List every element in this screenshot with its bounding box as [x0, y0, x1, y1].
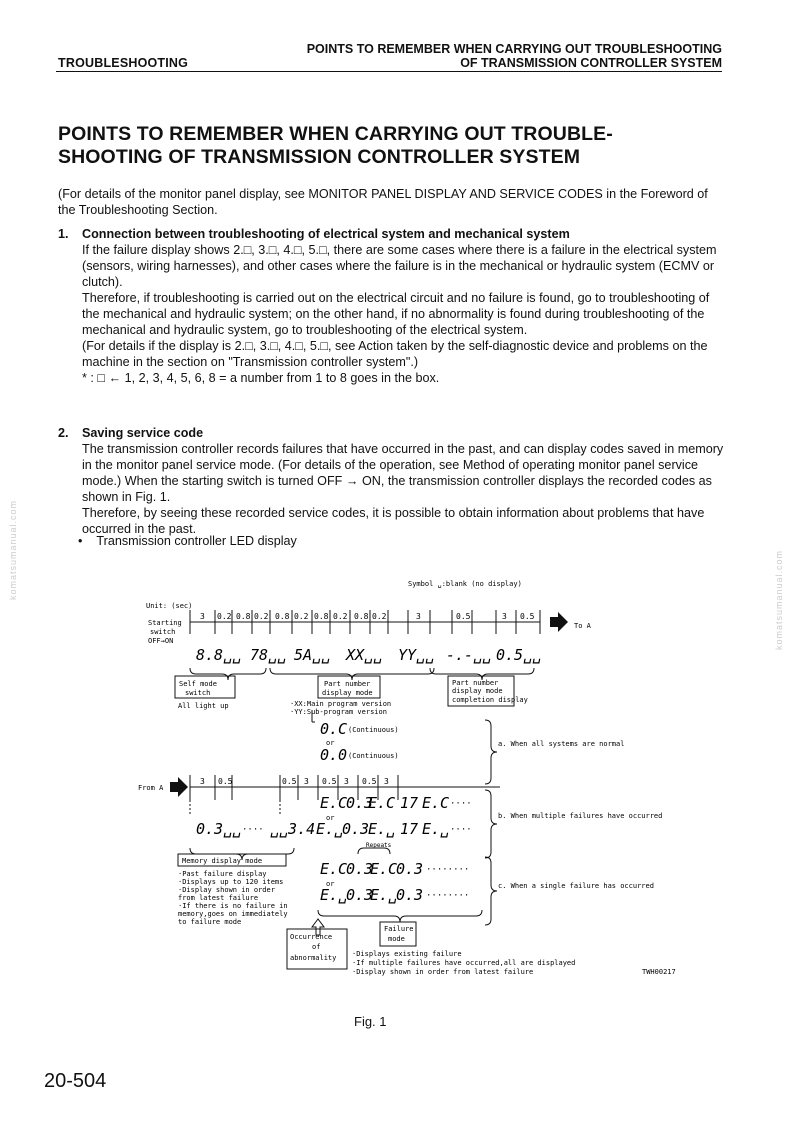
unit-label: Unit: (sec)	[146, 602, 193, 610]
svg-text:·Displays existing failure: ·Displays existing failure	[352, 950, 462, 958]
svg-text:0.5: 0.5	[456, 612, 471, 621]
running-header-left: TROUBLESHOOTING	[58, 56, 189, 70]
svg-text:0.3: 0.3	[396, 886, 424, 904]
complete-1: Part number	[452, 679, 499, 687]
display-yy: YY␣␣	[398, 646, 435, 664]
svg-text:·Display shown in order from l: ·Display shown in order from latest failure	[352, 968, 534, 976]
svg-text:17: 17	[400, 794, 419, 812]
svg-text:0.5: 0.5	[218, 777, 233, 786]
svg-text:·If there is no failure in: ·If there is no failure in	[178, 902, 288, 910]
page-number: 20-504	[44, 1070, 107, 1092]
arrow-from-a-icon	[170, 777, 188, 797]
arrow-to-a-icon	[550, 612, 568, 632]
svg-text:····: ····	[450, 825, 472, 835]
svg-text:3: 3	[304, 777, 309, 786]
running-header-right	[307, 42, 722, 70]
display-row-top	[196, 646, 541, 664]
note-b: b. When multiple failures have occurred	[498, 812, 663, 820]
note-a: a. When all systems are normal	[498, 740, 625, 748]
or-1: or	[326, 739, 335, 747]
svg-text:3: 3	[200, 777, 205, 786]
svg-text:0.8: 0.8	[314, 612, 329, 621]
section-1-p2: Therefore, if troubleshooting is carried out on the electrical circuit and no failure is found, go to troubleshooting of the mechanical and hydraulic system; on the other hand, if no abnormality is found during troubleshooting of the mechanical and hydraulic system, go to troubleshooting of the electrical system.	[82, 291, 710, 337]
starting-switch-3: OFF→ON	[148, 637, 174, 645]
svg-text:0.3␣␣: 0.3␣␣	[196, 820, 242, 838]
svg-text:to failure mode: to failure mode	[178, 918, 242, 926]
svg-text:········: ········	[426, 865, 470, 875]
brace-self-mode	[190, 668, 266, 680]
svg-text:E.C: E.C	[368, 794, 396, 812]
section-1-p4: * : □ ← 1, 2, 3, 4, 5, 6, 8 = a number from 1 to 8 goes in the box.	[82, 371, 440, 385]
self-mode-2: switch	[185, 689, 211, 697]
running-header-right-line2: OF TRANSMISSION CONTROLLER SYSTEM	[460, 56, 722, 70]
brace-c	[485, 857, 497, 925]
from-a-label: From A	[138, 784, 164, 792]
watermark-right: komatsumanual.com	[774, 550, 784, 651]
svg-text:·Past failure display: ·Past failure display	[178, 870, 267, 878]
title-line1: POINTS TO REMEMBER WHEN CARRYING OUT TROUBLE-	[58, 123, 613, 145]
intro-paragraph: (For details of the monitor panel display, see MONITOR PANEL DISPLAY AND SERVICE CODES in the Foreword of the Troubleshooting Section.	[58, 187, 708, 217]
complete-3: completion display	[452, 696, 528, 704]
svg-text:E.C: E.C	[320, 794, 348, 812]
svg-text:0.5: 0.5	[322, 777, 337, 786]
svg-text:3: 3	[344, 777, 349, 786]
led-display-figure	[130, 572, 770, 992]
self-mode-1: Self mode	[179, 680, 217, 688]
occurrence-3: abnormality	[290, 954, 337, 962]
svg-text:········: ········	[426, 891, 470, 901]
svg-text:0.8: 0.8	[236, 612, 251, 621]
display-dash: -.-␣␣	[446, 646, 492, 664]
complete-2: display mode	[452, 687, 503, 695]
svg-text:from latest failure: from latest failure	[178, 894, 259, 902]
memory-notes	[178, 870, 288, 926]
svg-text:0.8: 0.8	[354, 612, 369, 621]
svg-text:····: ····	[242, 825, 264, 835]
bullet-text: Transmission controller LED display	[96, 534, 297, 548]
svg-text:E.C: E.C	[370, 860, 398, 878]
svg-text:0.3: 0.3	[346, 886, 374, 904]
svg-text:0.2: 0.2	[217, 612, 232, 621]
starting-switch-1: Starting	[148, 619, 182, 627]
svg-text:E.␣: E.␣	[320, 886, 348, 904]
or-2: or	[326, 814, 335, 822]
brace-part-number	[270, 668, 434, 680]
svg-text:0.5: 0.5	[362, 777, 377, 786]
continuous-2: (Continuous)	[348, 752, 399, 760]
svg-text:0.3: 0.3	[346, 794, 374, 812]
section-2-heading: Saving service code	[82, 426, 204, 440]
section-1-p1: If the failure display shows 2.□, 3.□, 4.□, 5.□, there are some cases where there is a failure in the electrical system (sensors, wiring harnesses), and other cases where the failure is in the mechanical or hydraulic system (ECMV or clutch).	[82, 243, 717, 289]
svg-text:0.5: 0.5	[520, 612, 535, 621]
svg-text:0.5: 0.5	[282, 777, 297, 786]
to-a-label: To A	[574, 622, 591, 630]
failure-mode-1: Failure	[384, 925, 414, 933]
continuous-1: (Continuous)	[348, 726, 399, 734]
symbol-note: Symbol ␣:blank (no display)	[408, 580, 522, 588]
normal-code-0c: 0.C	[320, 720, 348, 738]
display-xx: XX␣␣	[346, 646, 383, 664]
svg-text:0.8: 0.8	[275, 612, 290, 621]
part-number-2: display mode	[322, 689, 373, 697]
svg-text:0.3: 0.3	[342, 820, 370, 838]
section-1-p3: (For details if the display is 2.□, 3.□, 4.□, 5.□, see Action taken by the self-diagnostic device and problems on the machine in the section on "Transmission controller system".)	[82, 339, 708, 369]
bullet-dot: •	[78, 534, 83, 548]
svg-text:·If multiple failures have occ: ·If multiple failures have occurred,all are displayed	[352, 959, 576, 967]
all-light-up: All light up	[178, 702, 229, 710]
svg-text:E.C: E.C	[320, 860, 348, 878]
section-2-p1: The transmission controller records failures that have occurred in the past, and can display codes saved in memory in the monitor panel service mode. (For details of the operation, see Method of operating monitor panel service mode.) When the starting switch is turned OFF → ON, the transmission controller displays the recorded codes as shown in Fig. 1.	[82, 442, 724, 504]
svg-text:E.␣: E.␣	[370, 886, 398, 904]
svg-text:0.2: 0.2	[294, 612, 309, 621]
section-2-number: 2.	[58, 426, 69, 440]
starting-switch-2: switch	[150, 628, 176, 636]
svg-text:3: 3	[502, 612, 507, 621]
note-c: c. When a single failure has occurred	[498, 882, 654, 890]
watermark-left: komatsumanual.com	[8, 500, 18, 601]
svg-text:0.2: 0.2	[372, 612, 387, 621]
normal-code-00: 0.0	[320, 746, 348, 764]
svg-text:␣␣3.4: ␣␣3.4	[270, 820, 316, 838]
occurrence-2: of	[312, 943, 321, 951]
running-header-right-line1: POINTS TO REMEMBER WHEN CARRYING OUT TROUBLESHOOTING	[306, 42, 722, 56]
title-line2: SHOOTING OF TRANSMISSION CONTROLLER SYSTEM	[58, 146, 581, 168]
page-title	[58, 123, 738, 169]
section-1-heading: Connection between troubleshooting of electrical system and mechanical system	[82, 227, 570, 241]
timings-top	[200, 612, 535, 621]
display-88: 8.8␣␣	[196, 646, 242, 664]
svg-text:0.3: 0.3	[346, 860, 374, 878]
display-05: 0.5␣␣	[496, 646, 542, 664]
svg-text:3: 3	[200, 612, 205, 621]
header-rule	[56, 71, 722, 72]
svg-text:3: 3	[416, 612, 421, 621]
svg-text:memory,goes on immediately: memory,goes on immediately	[178, 910, 288, 918]
svg-text:·Displays up to 120 items: ·Displays up to 120 items	[178, 878, 284, 886]
svg-text:0.2: 0.2	[254, 612, 269, 621]
section-2-body	[82, 441, 726, 537]
brace-a	[485, 720, 497, 784]
figure-code: TWH00217	[642, 968, 676, 976]
brace-failure	[318, 910, 482, 922]
svg-text:E.␣: E.␣	[316, 820, 344, 838]
svg-text:E.␣: E.␣	[368, 820, 396, 838]
svg-text:0.2: 0.2	[333, 612, 348, 621]
timings-bottom	[200, 777, 389, 786]
part-number-1: Part number	[324, 680, 371, 688]
occurrence-1: Occurrence	[290, 933, 333, 941]
svg-text:E.␣: E.␣	[422, 820, 450, 838]
version-note-2: ·YY:Sub-program version	[290, 708, 387, 716]
svg-text:····: ····	[450, 799, 472, 809]
figure-caption: Fig. 1	[354, 1014, 387, 1029]
memory-mode-label: Memory display mode	[182, 857, 263, 865]
svg-text:3: 3	[384, 777, 389, 786]
bullet-led-display	[78, 534, 297, 548]
display-5a: 5A␣␣	[294, 646, 331, 664]
or-3: or	[326, 880, 335, 888]
section-1-number: 1.	[58, 227, 69, 241]
section-2-p2: Therefore, by seeing these recorded service codes, it is possible to obtain information about problems that have occurred in the past.	[82, 506, 705, 536]
svg-text:·Display shown in order: ·Display shown in order	[178, 886, 275, 894]
svg-text:E.C: E.C	[422, 794, 450, 812]
failure-notes	[352, 950, 575, 976]
version-note-1: ·XX:Main program version	[290, 700, 392, 708]
display-78: 78␣␣	[250, 646, 287, 664]
svg-text:17: 17	[400, 820, 419, 838]
brace-b	[485, 790, 497, 858]
section-1-body	[82, 242, 726, 386]
single-failure-codes	[320, 860, 469, 904]
failure-mode-2: mode	[388, 935, 405, 943]
repeats-label: Repeats	[366, 842, 392, 849]
svg-text:0.3: 0.3	[396, 860, 424, 878]
